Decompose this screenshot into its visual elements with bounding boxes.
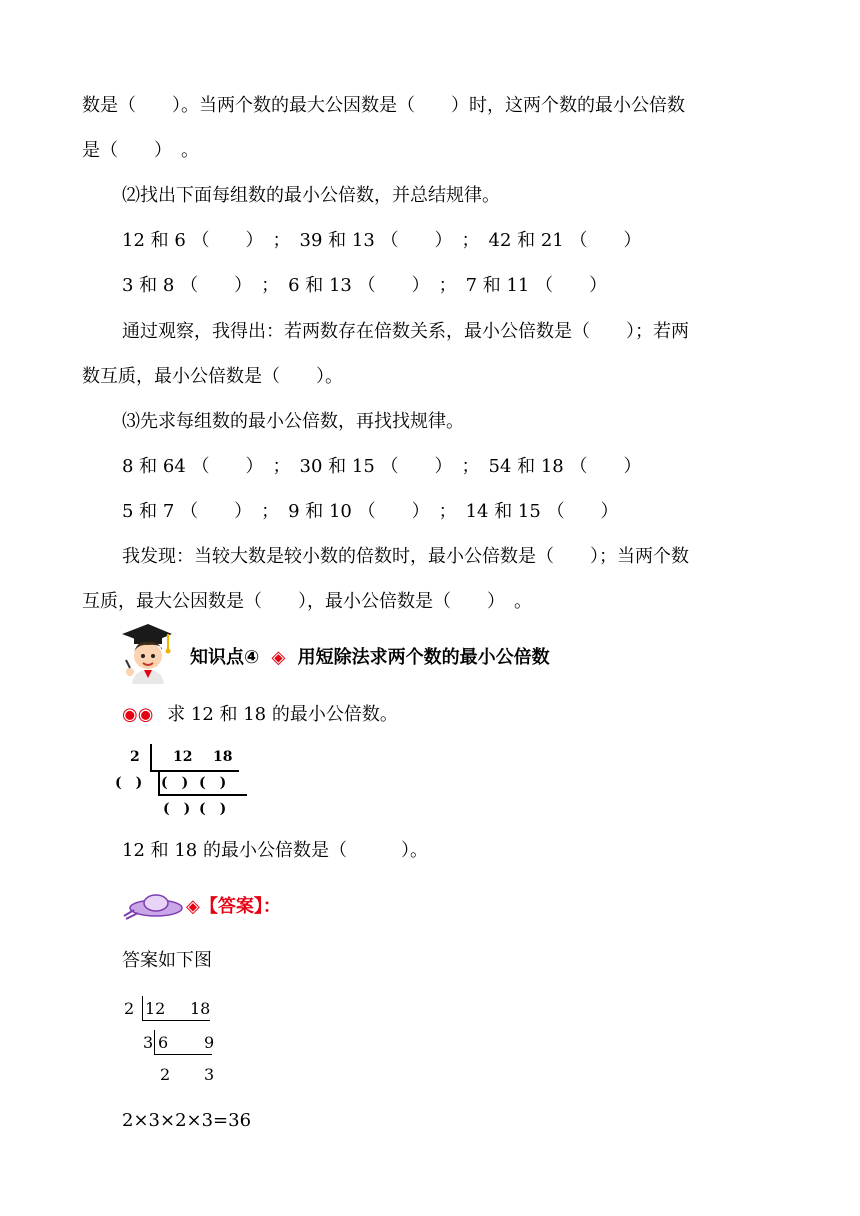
answer-calculation: 2×3×2×3=36 xyxy=(122,1110,252,1131)
spaceship-icon xyxy=(122,890,184,920)
dividend-label: 12 xyxy=(145,999,166,1018)
question-text: 求 12 和 18 的最小公倍数。 xyxy=(167,704,398,725)
division-bar xyxy=(154,1030,155,1054)
division-bar xyxy=(142,996,143,1020)
conclusion-line: 数互质，最小公倍数是（ ）。 xyxy=(82,366,343,387)
dividend-label: 12 xyxy=(173,749,193,765)
dividend-label: 18 xyxy=(213,749,233,765)
diamond-icon: ◈ xyxy=(271,647,286,668)
blank-quotient: ( ) xyxy=(199,775,227,791)
exercise-row: 5 和 7 （ ） ； 9 和 10 （ ） ； 14 和 15 （ ） xyxy=(122,501,619,522)
graduate-student-icon xyxy=(118,620,174,684)
example-question xyxy=(122,704,398,726)
text-line: 数是（ ）。当两个数的最大公因数是（ ）时，这两个数的最小公倍数 xyxy=(82,95,685,116)
division-bar xyxy=(142,1020,210,1021)
blank-divisor: ( ) xyxy=(115,775,143,791)
blank-quotient: ( ) xyxy=(161,775,189,791)
knowledge-title: 用短除法求两个数的最小公倍数 xyxy=(297,647,550,668)
section-title: ⑶先求每组数的最小公倍数，再找找规律。 xyxy=(122,411,464,432)
division-bar xyxy=(158,772,160,796)
quotient-label: 3 xyxy=(204,1065,215,1084)
text-line: 是（ ） 。 xyxy=(82,140,199,161)
blank-quotient: ( ) xyxy=(199,801,227,817)
division-bar xyxy=(159,794,247,796)
exercise-row: 3 和 8 （ ） ； 6 和 13 （ ） ； 7 和 11 （ ） xyxy=(122,275,608,296)
answer-heading xyxy=(186,896,281,918)
answer-label: 【答案】： xyxy=(199,896,281,917)
quotient-label: 6 xyxy=(158,1033,169,1052)
finding-line: 互质，最大公因数是（ ），最小公倍数是（ ） 。 xyxy=(82,591,532,612)
divisor-label: 2 xyxy=(124,999,135,1018)
dividend-label: 18 xyxy=(190,999,211,1018)
exercise-row: 12 和 6 （ ） ； 39 和 13 （ ） ； 42 和 21 （ ） xyxy=(122,230,642,251)
answer-intro: 答案如下图 xyxy=(122,950,212,971)
conclusion-line: 通过观察，我得出：若两数存在倍数关系，最小公倍数是（ ）；若两 xyxy=(122,321,689,342)
example-marker-icon: ◉◉ xyxy=(122,704,154,725)
diamond-icon: ◈ xyxy=(186,896,200,917)
answer-division-diagram xyxy=(122,996,232,1086)
blank-quotient: ( ) xyxy=(163,801,191,817)
quotient-label: 9 xyxy=(204,1033,215,1052)
knowledge-heading xyxy=(190,647,550,669)
division-bar xyxy=(154,1054,212,1055)
result-line: 12 和 18 的最小公倍数是（ ）。 xyxy=(122,840,428,861)
divisor-label: 3 xyxy=(143,1033,154,1052)
quotient-label: 2 xyxy=(160,1065,171,1084)
divisor-label: 2 xyxy=(130,749,140,765)
knowledge-label: 知识点④ xyxy=(190,647,260,668)
finding-line: 我发现：当较大数是较小数的倍数时，最小公倍数是（ ）；当两个数 xyxy=(122,546,689,567)
exercise-row: 8 和 64 （ ） ； 30 和 15 （ ） ； 54 和 18 （ ） xyxy=(122,456,642,477)
section-title: ⑵找出下面每组数的最小公倍数，并总结规律。 xyxy=(122,185,500,206)
division-bar xyxy=(150,744,152,772)
short-division-diagram xyxy=(115,744,255,824)
